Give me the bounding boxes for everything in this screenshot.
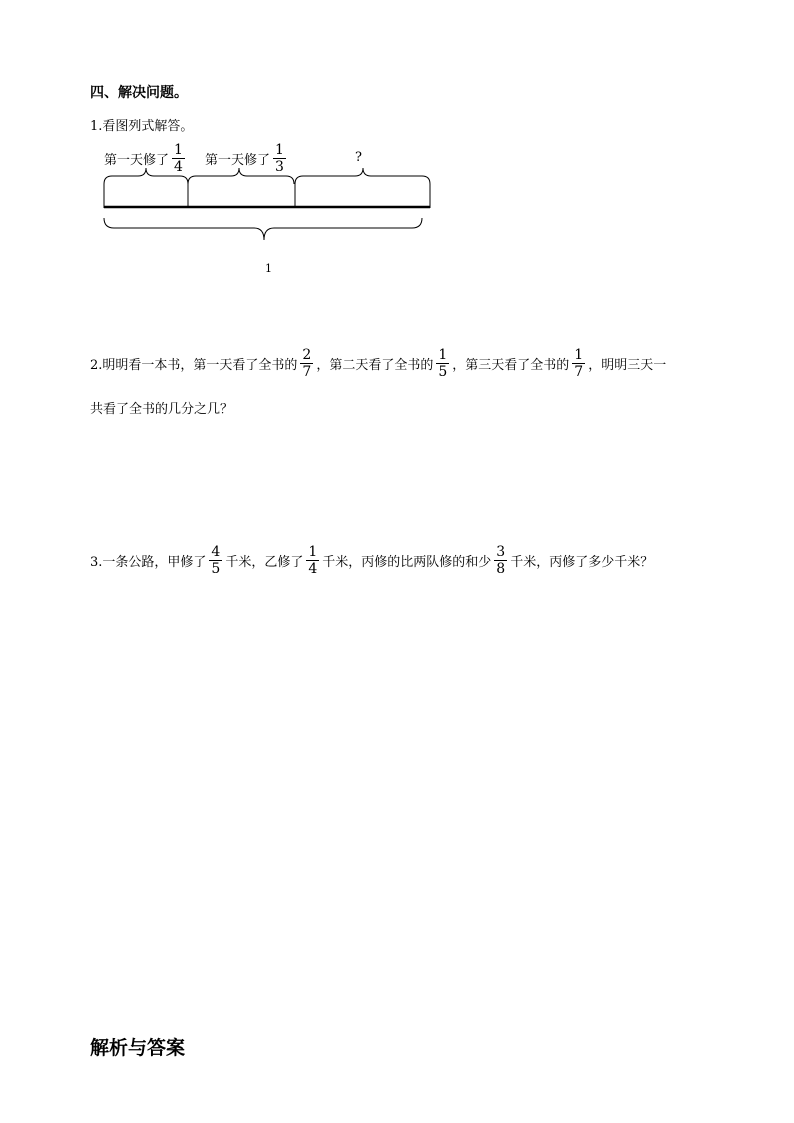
question-3-text-a: 3.一条公路，甲修了 — [90, 555, 207, 571]
fraction-one-fifth — [436, 347, 449, 380]
fraction-one-quarter — [306, 544, 319, 577]
segment-label-1-text: 第一天修了 — [104, 153, 170, 169]
question-2-text-b: ，第二天看了全书的 — [316, 358, 434, 374]
question-1-text: 1.看图列式解答。 — [90, 119, 194, 134]
answer-section-title: 解析与答案 — [90, 1037, 186, 1059]
fraction-numerator: 1 — [275, 142, 284, 158]
fraction-denominator: 5 — [211, 561, 221, 578]
fraction-numerator: 1 — [174, 142, 183, 158]
question-2-text-a: 2.明明看一本书，第一天看了全书的 — [90, 358, 298, 374]
section-title: 四、解决问题。 — [90, 85, 188, 101]
fraction-denominator: 8 — [496, 561, 506, 578]
question-3-text-d: 千米，丙修了多少千米？ — [510, 555, 654, 571]
question-2-text-d: ，明明三天一 — [588, 358, 667, 374]
fraction-denominator: 4 — [174, 159, 183, 176]
question-3 — [90, 544, 653, 577]
brace-segment-1 — [104, 168, 188, 184]
fraction-numerator: 2 — [302, 347, 312, 363]
fraction-denominator: 7 — [574, 364, 584, 381]
question-2-line-1 — [90, 347, 666, 380]
question-3-text-b: 千米，乙修了 — [225, 555, 304, 571]
fraction-numerator: 4 — [211, 544, 221, 560]
question-2-line-2: 共看了全书的几分之几？ — [90, 402, 234, 417]
total-label: 1 — [265, 262, 272, 275]
segment-label-2-text: 第一天修了 — [205, 153, 271, 169]
fraction-denominator: 4 — [308, 561, 318, 578]
segment-bar-diagram — [0, 0, 794, 300]
fraction-numerator: 1 — [574, 347, 584, 363]
brace-segment-2 — [188, 168, 294, 184]
fraction-one-seventh — [572, 347, 585, 380]
brace-total — [104, 218, 422, 240]
fraction-three-eighths — [494, 544, 507, 577]
fraction-four-fifths — [209, 544, 222, 577]
question-2-text-c: ，第三天看了全书的 — [452, 358, 570, 374]
fraction-two-sevenths — [300, 347, 313, 380]
brace-segment-3 — [295, 168, 430, 184]
fraction-denominator: 7 — [302, 364, 312, 381]
fraction-denominator: 3 — [275, 159, 284, 176]
fraction-denominator: 5 — [438, 364, 448, 381]
fraction-numerator: 1 — [308, 544, 318, 560]
fraction-numerator: 3 — [496, 544, 506, 560]
segment-label-unknown: ? — [355, 150, 362, 165]
question-3-text-c: 千米，丙修的比两队修的和少 — [322, 555, 492, 571]
fraction-numerator: 1 — [438, 347, 448, 363]
